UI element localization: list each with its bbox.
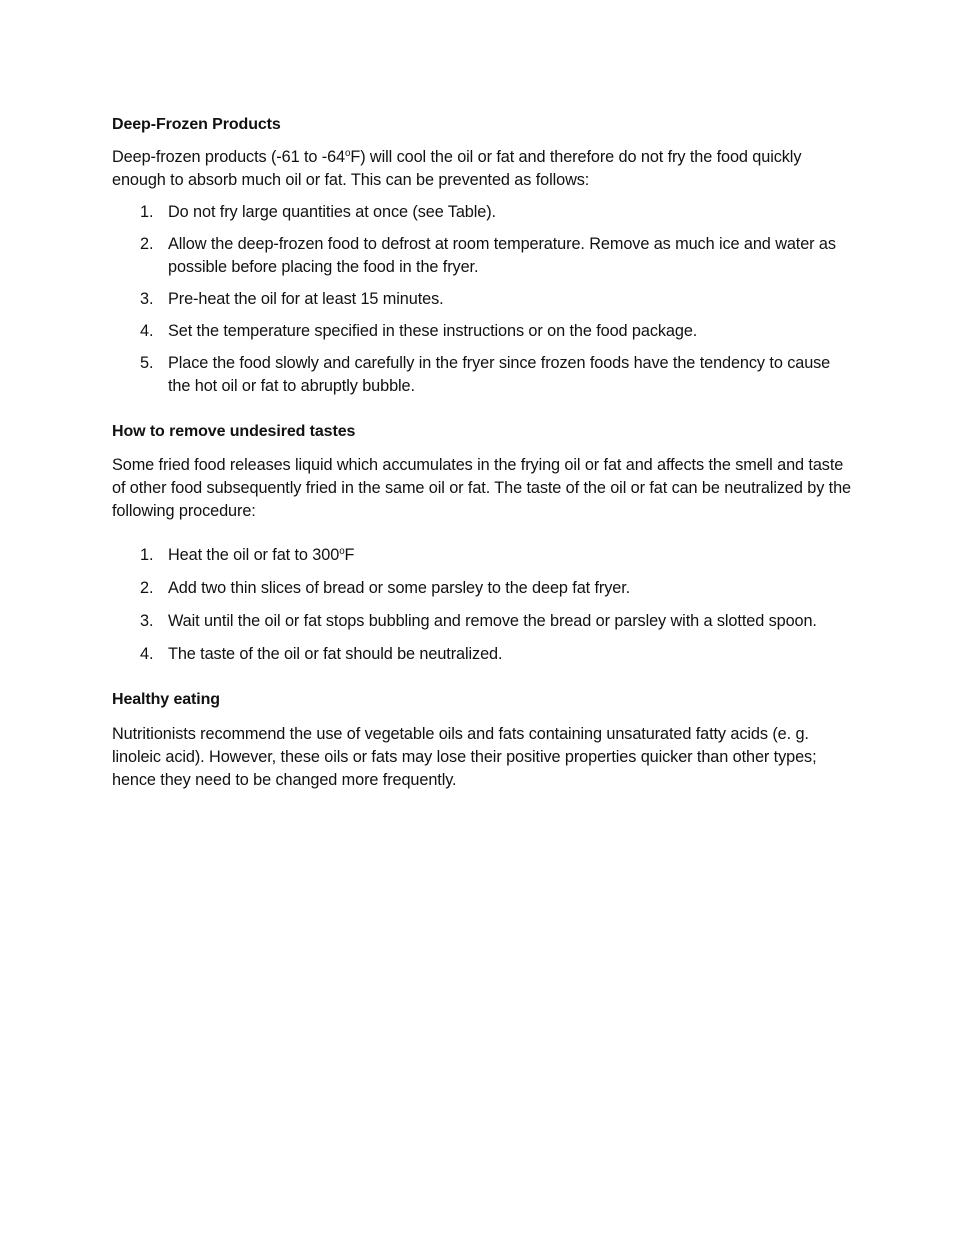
list-number: 3.: [140, 612, 154, 630]
list-item: [112, 352, 854, 398]
section-body-healthy-eating: Nutritionists recommend the use of vegetable oils and fats containing unsaturated fatty acids (e. g. linoleic acid). However, these oils or fats may lose their positive properties quicker than other types; hence they need to be changed more frequently.: [112, 725, 817, 789]
list-item: [112, 288, 854, 311]
list-number: 1.: [140, 546, 154, 564]
list-number: 1.: [140, 203, 154, 221]
list-item-text: Do not fry large quantities at once (see Table).: [168, 203, 496, 221]
list-item: [112, 320, 854, 343]
degree-symbol: o: [345, 148, 351, 160]
list-item-text-unit: F: [344, 546, 355, 564]
list-item-text: The taste of the oil or fat should be neutralized.: [168, 645, 503, 663]
list-item-text: Wait until the oil or fat stops bubbling and remove the bread or parsley with a slotted spoon.: [168, 612, 817, 630]
list-item: [112, 610, 854, 633]
intro-text-part: Deep-frozen products (-61 to -64: [112, 148, 345, 166]
degree-symbol: o: [339, 546, 345, 558]
list-item: [112, 201, 854, 224]
deep-frozen-steps-list: [112, 201, 854, 398]
list-item-text: Heat the oil or fat to 300: [168, 546, 340, 564]
list-number: 4.: [140, 645, 154, 663]
section-intro-deep-frozen: [112, 146, 854, 192]
list-number: 3.: [140, 290, 154, 308]
section-heading-undesired-tastes: How to remove undesired tastes: [112, 423, 356, 440]
list-item: [112, 233, 854, 279]
list-item-text: Allow the deep-frozen food to defrost at room temperature. Remove as much ice and water as possible before placing the food in the fryer.: [168, 235, 836, 276]
section-heading-healthy-eating: Healthy eating: [112, 691, 220, 708]
section-heading-deep-frozen: Deep-Frozen Products: [112, 116, 281, 133]
intro-text-part: F) will cool the oil or fat and therefore do not fry the food quickly enough to absorb much oil or fat. This can be prevented as follows:: [112, 148, 802, 189]
section-intro-undesired-tastes: Some fried food releases liquid which accumulates in the frying oil or fat and affects the smell and taste of other food subsequently fried in the same oil or fat. The taste of the oil or fat can be neutralized by the following procedure:: [112, 456, 851, 520]
neutralize-steps-list: [112, 544, 854, 666]
list-item-text: Pre-heat the oil for at least 15 minutes.: [168, 290, 444, 308]
list-number: 2.: [140, 235, 154, 253]
list-number: 5.: [140, 354, 154, 372]
list-item-text: Place the food slowly and carefully in the fryer since frozen foods have the tendency to cause the hot oil or fat to abruptly bubble.: [168, 354, 831, 395]
list-item: [112, 544, 854, 567]
list-item: [112, 577, 854, 600]
list-number: 2.: [140, 579, 154, 597]
list-number: 4.: [140, 322, 154, 340]
document-page: [112, 113, 854, 792]
list-item-text: Set the temperature specified in these instructions or on the food package.: [168, 322, 698, 340]
list-item: [112, 643, 854, 666]
list-item-text: Add two thin slices of bread or some parsley to the deep fat fryer.: [168, 579, 631, 597]
